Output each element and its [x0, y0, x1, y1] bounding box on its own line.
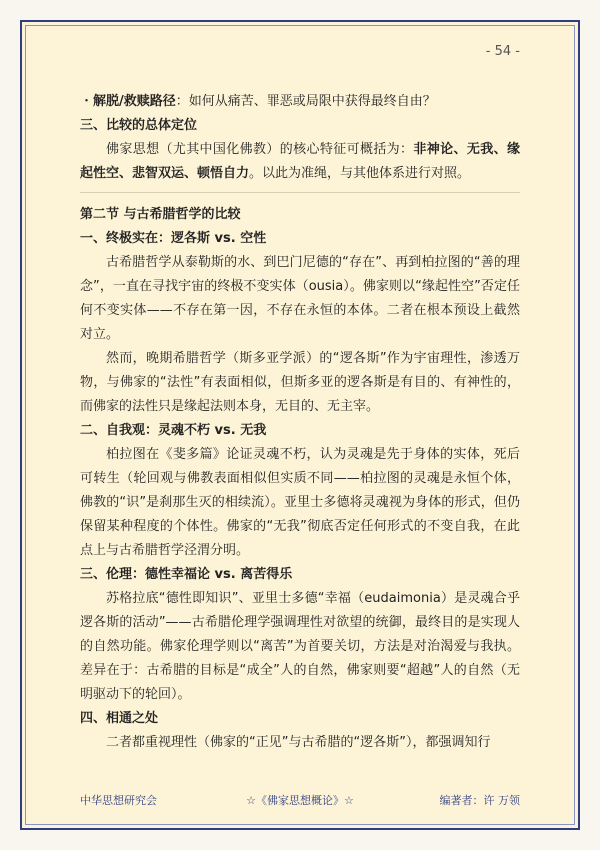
footer-organization: 中华思想研究会	[80, 794, 157, 807]
bullet-item	[80, 90, 520, 114]
section-1-heading: 一、终极实在：逻各斯 vs. 空性	[80, 231, 267, 246]
section-2-heading: 二、自我观：灵魂不朽 vs. 无我	[80, 423, 267, 438]
section-2-paragraph-1: 柏拉图在《斐多篇》论证灵魂不朽，认为灵魂是先于身体的实体，死后可转生（轮回观与佛教表面相似但实质不同——柏拉图的灵魂是永恒个体，佛教的“识”是刹那生灭的相续流）。亚里士多德将灵魂视为身体的形式，但仍保留某种程度的个体性。佛家的“无我”彻底否定任何形式的不变自我，在此点上与古希腊哲学泾渭分明。	[80, 447, 520, 558]
bullet-marker: ・	[80, 94, 94, 109]
section-divider	[80, 192, 520, 193]
page-content	[80, 90, 520, 755]
bullet-label: 解脱/救赎路径	[93, 94, 176, 109]
overview-text-after: 。以此为准绳，与其他体系进行对照。	[249, 166, 471, 181]
overview-paragraph	[80, 138, 520, 186]
section-4-heading: 四、相通之处	[80, 711, 159, 726]
section-title: 第二节 与古希腊哲学的比较	[80, 207, 241, 222]
bullet-text: ：如何从痛苦、罪恶或局限中获得最终自由？	[175, 94, 436, 109]
page-number: - 54 -	[485, 44, 520, 59]
footer-book-title: ☆《佛家思想概论》☆	[246, 794, 354, 807]
section-3-paragraph-1: 苏格拉底“德性即知识”、亚里士多德“幸福（eudaimonia）是灵魂合乎逻各斯的活动”——古希腊伦理学强调理性对欲望的统御，最终目的是实现人的自然功能。佛家伦理学则以“离苦”为首要关切，方法是对治渴爱与我执。差异在于：古希腊的目标是“成全”人的自然，佛家则要“超越”人的自然（无明驱动下的轮回）。	[80, 591, 520, 702]
section-1-paragraph-1: 古希腊哲学从泰勒斯的水、到巴门尼德的“存在”、再到柏拉图的“善的理念”，一直在寻找宇宙的终极不变实体（ousia）。佛家则以“缘起性空”否定任何不变实体——不存在第一因，不存在永恒的本体。二者在根本预设上截然对立。	[80, 255, 520, 342]
section-3-heading: 三、伦理：德性幸福论 vs. 离苦得乐	[80, 567, 293, 582]
overview-heading: 三、比较的总体定位	[80, 118, 198, 133]
overview-text-bold: 非神论、无我、缘起性空、悲智双运、顿悟自力	[80, 142, 520, 181]
section-1-paragraph-2: 然而，晚期希腊哲学（斯多亚学派）的“逻各斯”作为宇宙理性，渗透万物，与佛家的“法性”有表面相似，但斯多亚的逻各斯是有目的、有神性的，而佛家的法性只是缘起法则本身，无目的、无主宰。	[80, 351, 520, 414]
footer-author: 编著者：许 万领	[439, 794, 520, 807]
overview-text-before: 佛家思想（尤其中国化佛教）的核心特征可概括为：	[106, 142, 414, 157]
section-4-paragraph-1: 二者都重视理性（佛家的“正见”与古希腊的“逻各斯”），都强调知行	[106, 735, 491, 750]
